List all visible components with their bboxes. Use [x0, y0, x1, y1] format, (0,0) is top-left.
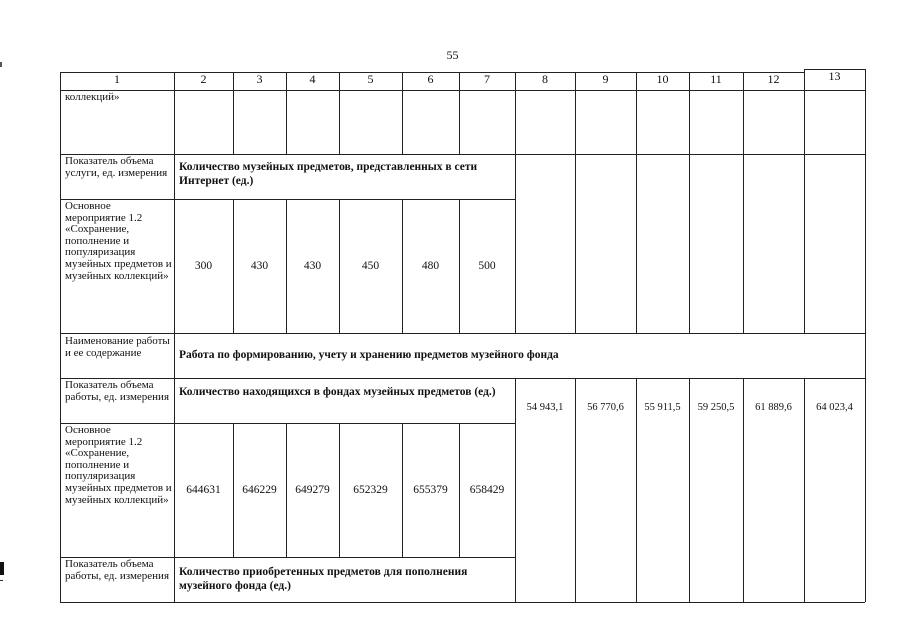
value-cell: 55 911,5 [644, 402, 681, 413]
table-rule [515, 378, 516, 602]
column-header: 4 [309, 72, 316, 86]
table-rule [60, 378, 865, 379]
value-cell: 652329 [353, 484, 388, 496]
table-rule [459, 423, 460, 557]
table-rule [402, 72, 403, 154]
table-rule [743, 72, 744, 333]
value-cell: 644631 [186, 484, 221, 496]
scan-edge-mark [0, 580, 3, 581]
table-rule [804, 378, 805, 602]
table-rule [459, 199, 460, 333]
value-cell: 430 [250, 260, 269, 272]
column-header: 6 [427, 72, 434, 86]
table-rule [233, 423, 234, 557]
column-header: 11 [710, 72, 722, 86]
row-label: Наименование работы и ее содержание [65, 335, 170, 359]
value-cell: 54 943,1 [526, 402, 564, 413]
table-rule [286, 199, 287, 333]
value-cell: 658429 [469, 484, 505, 496]
value-cell: 300 [194, 260, 213, 272]
value-cell: 646229 [242, 484, 277, 496]
column-header: 12 [767, 72, 780, 86]
table-rule [804, 69, 805, 333]
table-rule [339, 199, 340, 333]
page-number: 55 [446, 48, 459, 62]
table-rule [339, 72, 340, 154]
table-rule [60, 90, 865, 91]
table-rule [60, 199, 515, 200]
scan-edge-mark [0, 562, 4, 575]
value-cell: 59 250,5 [697, 402, 735, 413]
indicator-title: Количество находящихся в фондах музейных предметов (ед.) [179, 386, 496, 398]
column-header: 3 [256, 72, 263, 86]
value-cell: 56 770,6 [587, 402, 624, 413]
table-rule [339, 423, 340, 557]
indicator-title: Количество приобретенных предметов для пополнения музейного фонда (ед.) [179, 566, 468, 592]
value-cell: 61 889,6 [755, 402, 792, 413]
indicator-title: Количество музейных предметов, представленных в сети Интернет (ед.) [179, 161, 478, 187]
row-label: Показатель объема работы, ед. измерения [65, 558, 170, 582]
column-header: 8 [542, 72, 548, 86]
table-rule [60, 602, 865, 603]
column-header: 1 [114, 72, 120, 86]
table-rule [402, 199, 403, 333]
table-rule [174, 72, 175, 602]
table-rule [286, 72, 287, 154]
table-rule [233, 199, 234, 333]
table-rule [233, 72, 234, 154]
table-rule [60, 423, 515, 424]
row-label: Показатель объема работы, ед. измерения [65, 379, 170, 403]
data-table [60, 69, 865, 602]
column-header: 13 [828, 69, 841, 83]
table-rule [689, 378, 690, 602]
column-header: 9 [602, 72, 609, 86]
table-rule [636, 378, 637, 602]
value-cell: 655379 [413, 484, 448, 496]
table-rule [60, 72, 61, 602]
table-rule [459, 72, 460, 154]
table-rule [515, 72, 516, 333]
value-cell: 649279 [295, 484, 330, 496]
work-title: Работа по формированию, учету и хранению предметов музейного фонда [179, 349, 559, 361]
table-rule [575, 72, 576, 333]
value-cell: 64 023,4 [816, 402, 853, 413]
value-cell: 450 [361, 260, 380, 272]
column-header: 2 [200, 72, 207, 86]
column-header: 5 [367, 72, 374, 86]
table-rule [865, 69, 866, 602]
row-label: коллекций» [65, 91, 120, 103]
table-rule [60, 154, 865, 155]
table-rule [636, 72, 637, 333]
column-header: 7 [484, 72, 490, 86]
table-rule [804, 69, 865, 70]
value-cell: 480 [421, 260, 440, 272]
row-label: Показатель объема услуги, ед. измерения [65, 155, 168, 179]
table-rule [60, 333, 865, 334]
table-rule [689, 72, 690, 333]
value-cell: 430 [303, 260, 322, 272]
table-rule [575, 378, 576, 602]
table-rule [743, 378, 744, 602]
table-rule [286, 423, 287, 557]
value-cell: 500 [478, 260, 496, 272]
row-label: Основное мероприятие 1.2 «Сохранение, пополнение и популяризация музейных предметов и музейных коллекций» [65, 200, 172, 282]
table-rule [402, 423, 403, 557]
row-label: Основное мероприятие 1.2 «Сохранение, пополнение и популяризация музейных предметов и музейных коллекций» [65, 424, 172, 506]
table-rule [60, 72, 804, 73]
column-header: 10 [656, 72, 669, 86]
table-rule [60, 557, 515, 558]
